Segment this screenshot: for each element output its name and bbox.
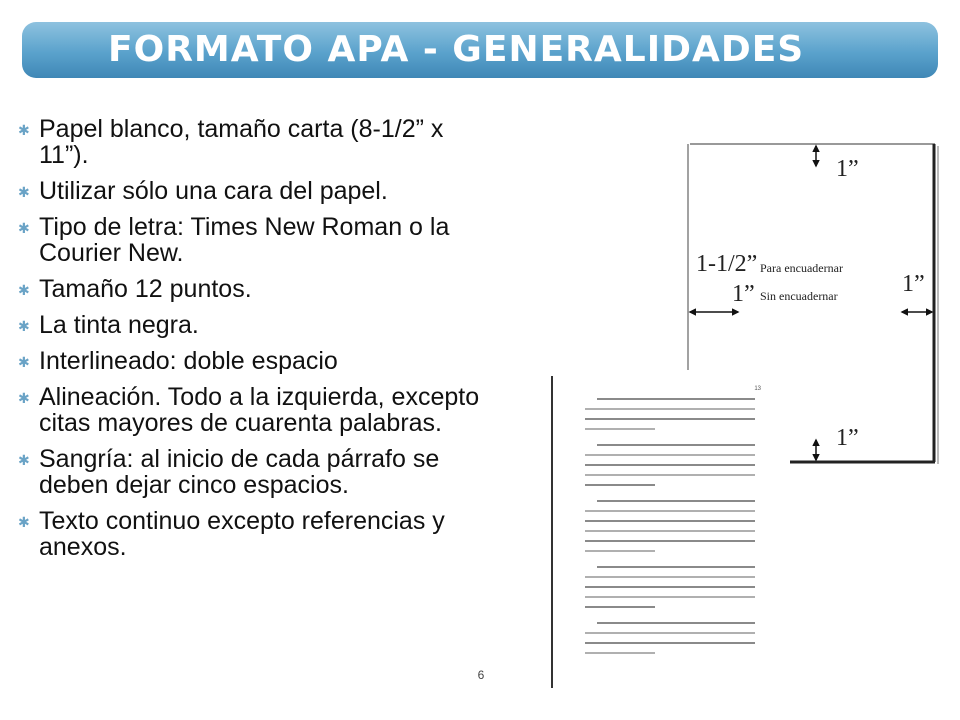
asterisk-icon: ✱	[18, 123, 30, 139]
margin-top-label: 1”	[836, 156, 859, 182]
bullet-text: Sangría: al inicio de cada párrafo se deben dejar cinco espacios.	[39, 445, 440, 499]
bullet-item	[18, 508, 498, 560]
sample-text-line	[597, 500, 755, 502]
bullet-text: Papel blanco, tamaño carta (8-1/2” x 11”).	[39, 115, 444, 169]
sample-text-line	[597, 622, 755, 624]
sample-text-line	[585, 632, 755, 634]
sample-text-line	[597, 566, 755, 568]
sample-text-line	[585, 652, 655, 654]
asterisk-icon: ✱	[18, 515, 30, 531]
title-bar	[22, 22, 938, 78]
sample-text-line	[585, 454, 755, 456]
sample-text-line	[585, 418, 755, 420]
sample-text-line	[585, 510, 755, 512]
sample-text-line	[585, 408, 755, 410]
sample-text-line	[585, 550, 655, 552]
asterisk-icon: ✱	[18, 221, 30, 237]
page-number: 6	[477, 668, 485, 682]
sample-text-line	[585, 642, 755, 644]
sample-text-line	[585, 576, 755, 578]
sample-text-line	[597, 398, 755, 400]
sample-text-line	[597, 444, 755, 446]
sample-text-line	[585, 596, 755, 598]
bullet-item	[18, 178, 498, 204]
sample-text-line	[585, 464, 755, 466]
asterisk-icon: ✱	[18, 283, 30, 299]
margin-bottom-label: 1”	[836, 425, 859, 451]
asterisk-icon: ✱	[18, 453, 30, 469]
bullet-item	[18, 384, 498, 436]
sample-text-line	[585, 520, 755, 522]
bullet-item	[18, 276, 498, 302]
bullet-item	[18, 214, 498, 266]
bullet-item	[18, 446, 498, 498]
bullet-text: Alineación. Todo a la izquierda, excepto citas mayores de cuarenta palabras.	[39, 383, 480, 437]
sample-text-line	[585, 606, 655, 608]
bullet-item	[18, 312, 498, 338]
margin-bound-note: Para encuadernar	[760, 261, 843, 275]
margin-bound-label: 1-1/2”	[696, 251, 758, 277]
bullet-text: Interlineado: doble espacio	[39, 347, 338, 375]
bullet-text: Tamaño 12 puntos.	[39, 275, 252, 303]
bullet-text: Texto continuo excepto referencias y anexos.	[39, 507, 445, 561]
sample-text-line	[585, 484, 655, 486]
sample-text-line	[585, 540, 755, 542]
sample-text-line	[585, 474, 755, 476]
asterisk-icon: ✱	[18, 391, 30, 407]
asterisk-icon: ✱	[18, 319, 30, 335]
slide-title: FORMATO APA - GENERALIDADES	[108, 29, 805, 70]
sample-text-line	[585, 530, 755, 532]
sample-text-line	[585, 586, 755, 588]
asterisk-icon: ✱	[18, 355, 30, 371]
bullet-text: La tinta negra.	[39, 311, 199, 339]
bullet-item	[18, 116, 498, 168]
bullet-text: Tipo de letra: Times New Roman o la Courier New.	[39, 213, 450, 267]
sample-page-number: 13	[754, 386, 761, 392]
margin-unbound-label: 1”	[732, 281, 755, 307]
margin-unbound-note: Sin encuadernar	[760, 289, 838, 303]
bullet-text: Utilizar sólo una cara del papel.	[39, 177, 388, 205]
bullet-item	[18, 348, 498, 374]
asterisk-icon: ✱	[18, 185, 30, 201]
document-sample	[551, 376, 765, 688]
margin-right-label: 1”	[902, 271, 925, 297]
bullet-list	[18, 116, 498, 570]
sample-text-line	[585, 428, 655, 430]
